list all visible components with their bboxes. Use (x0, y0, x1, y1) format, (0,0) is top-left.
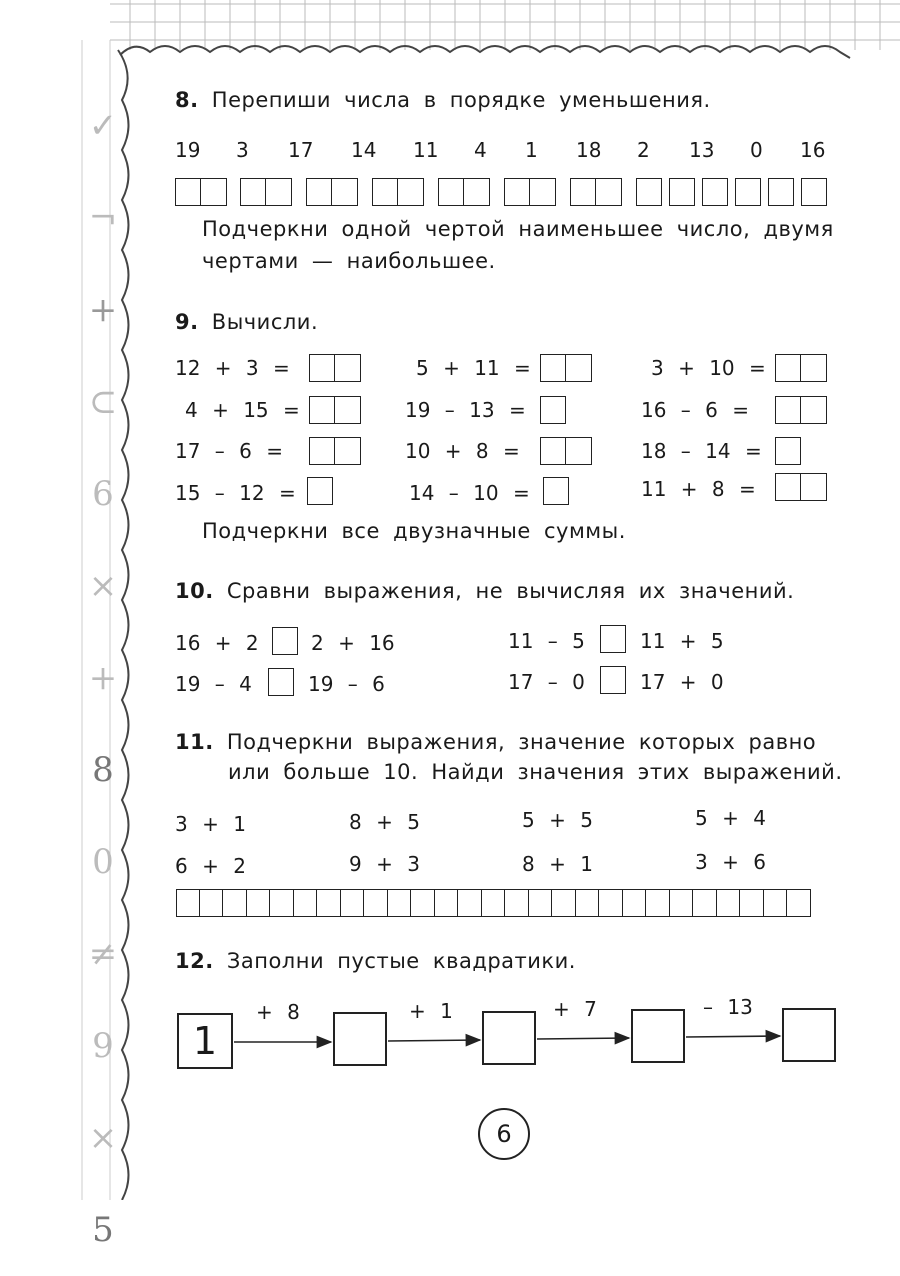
task-number: 10. (175, 579, 214, 603)
expression: 3 + 1 (175, 812, 246, 836)
expression: 11 – 5 (508, 629, 585, 653)
operation-label: + 8 (256, 1000, 300, 1024)
expression: 10 + 8 = (405, 439, 520, 463)
margin-digit-decoration: 9 (92, 1026, 114, 1066)
instruction-line: Подчеркни одной чертой наименьшее число, двумя (202, 217, 834, 241)
page-number: 6 (496, 1120, 512, 1148)
expression: 11 + 5 (640, 629, 724, 653)
margin-digit-decoration: × (88, 1118, 118, 1158)
expression: 8 + 1 (522, 852, 593, 876)
expression: 14 – 10 = (409, 481, 530, 505)
margin-digit-decoration: + (88, 290, 118, 330)
task-number: 8. (175, 88, 199, 112)
expression: 2 + 16 (311, 631, 395, 655)
task-number: 12. (175, 949, 214, 973)
operation-label: + 7 (553, 997, 597, 1021)
expression: 5 + 11 = (416, 356, 531, 380)
task-title-line: Подчеркни выражения, значение которых равно (226, 730, 817, 754)
task-title: Сравни выражения, не вычисляя их значений. (226, 579, 795, 603)
expression: 6 + 2 (175, 854, 246, 878)
task-number: 11. (175, 730, 214, 754)
task-title: Вычисли. (211, 310, 319, 334)
sequence-number: 0 (750, 138, 763, 162)
expression: 17 – 6 = (175, 439, 284, 463)
expression: 19 – 6 (308, 672, 385, 696)
margin-digit-decoration: 6 (92, 474, 114, 514)
margin-digit-decoration: + (88, 658, 118, 698)
margin-digit-decoration: ≠ (88, 934, 118, 974)
task-title-line: или больше 10. Найди значения этих выражений. (228, 760, 843, 784)
sequence-number: 1 (525, 138, 538, 162)
expression: 12 + 3 = (175, 356, 290, 380)
expression: 16 – 6 = (641, 398, 750, 422)
task-9-instruction: Подчеркни все двузначные суммы. (202, 519, 626, 543)
operation-label: + 1 (409, 999, 453, 1023)
sequence-number: 2 (637, 138, 650, 162)
margin-digit-decoration: ⊂ (88, 382, 118, 422)
sequence-number: 13 (689, 138, 715, 162)
arrow (686, 1036, 780, 1037)
sequence-number: 14 (351, 138, 377, 162)
margin-digit-decoration: 0 (92, 842, 114, 882)
expression: 4 + 15 = (185, 398, 300, 422)
page-number-badge (478, 1108, 530, 1160)
margin-digit-decoration: 8 (92, 750, 114, 790)
margin-digit-decoration: ¬ (88, 198, 118, 238)
task-title: Перепиши числа в порядке уменьшения. (211, 88, 711, 112)
expression: 19 – 4 (175, 672, 252, 696)
task-title: Заполни пустые квадратики. (226, 949, 576, 973)
expression: 3 + 6 (695, 850, 766, 874)
task-number: 9. (175, 310, 199, 334)
margin-digit-decoration: × (88, 566, 118, 606)
expression: 3 + 10 = (651, 356, 766, 380)
expression: 11 + 8 = (641, 477, 756, 501)
expression: 9 + 3 (349, 852, 420, 876)
margin-digit-decoration: ✓ (88, 106, 118, 146)
sequence-number: 16 (800, 138, 826, 162)
expression: 8 + 5 (349, 810, 420, 834)
expression: 16 + 2 (175, 631, 259, 655)
sequence-number: 3 (236, 138, 249, 162)
sequence-number: 19 (175, 138, 201, 162)
expression: 5 + 4 (695, 806, 766, 830)
operation-label: – 13 (703, 995, 753, 1019)
start-value: 1 (192, 1019, 218, 1063)
sequence-number: 17 (288, 138, 314, 162)
expression: 5 + 5 (522, 808, 593, 832)
expression: 17 + 0 (640, 670, 724, 694)
sequence-number: 11 (413, 138, 439, 162)
sequence-number: 4 (474, 138, 487, 162)
margin-digit-decoration: 5 (92, 1210, 114, 1250)
instruction-line: чертами — наибольшее. (202, 249, 496, 273)
arrow (537, 1038, 629, 1039)
expression: 15 – 12 = (175, 481, 296, 505)
expression: 18 – 14 = (641, 439, 762, 463)
expression: 19 – 13 = (405, 398, 526, 422)
arrow (388, 1040, 480, 1041)
expression: 17 – 0 (508, 670, 585, 694)
sequence-number: 18 (576, 138, 602, 162)
